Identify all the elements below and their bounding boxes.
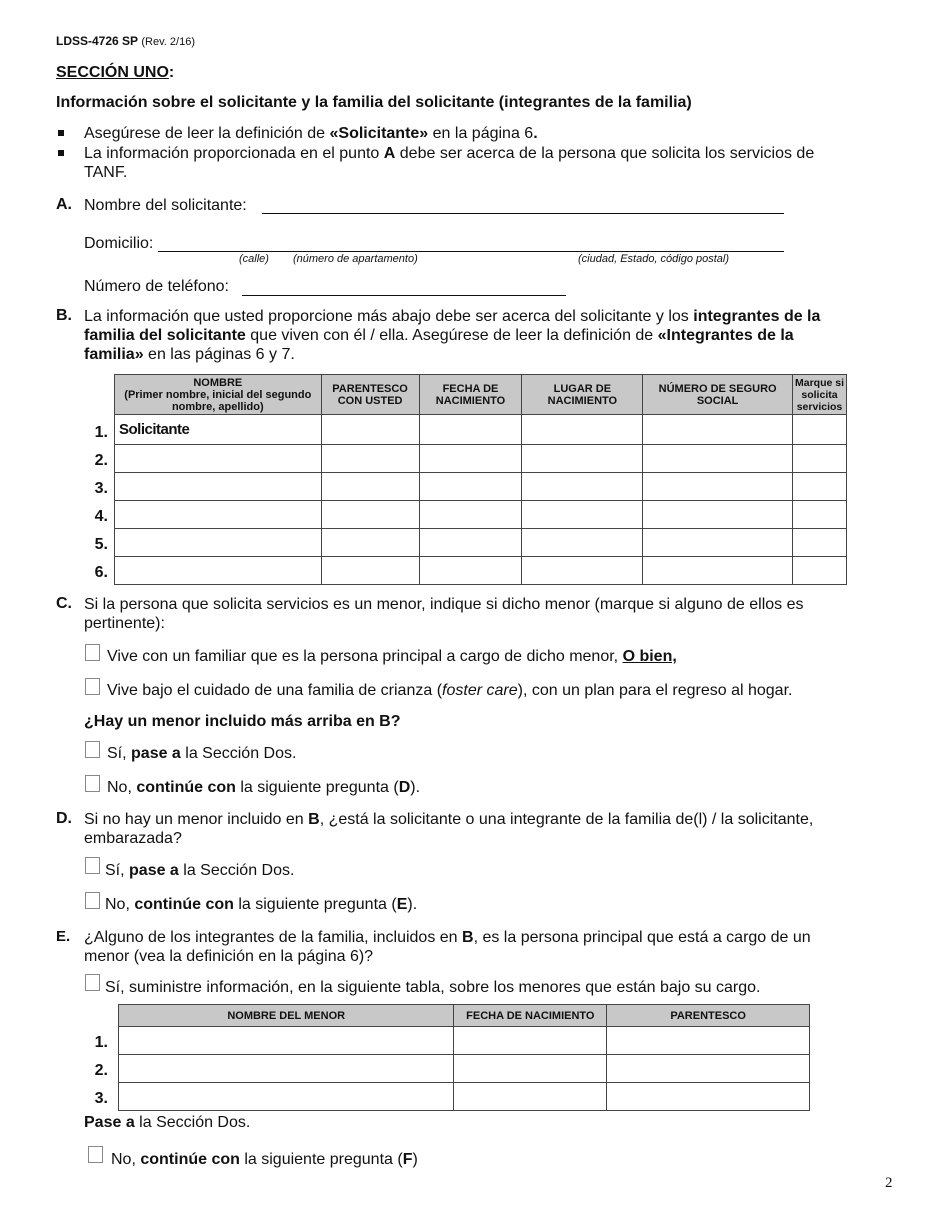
minors-cell[interactable] [454, 1027, 607, 1055]
option-c-no: No, continúe con la siguiente pregunta (D). [107, 779, 421, 796]
household-cell[interactable] [643, 415, 793, 445]
question-a-letter: A. [56, 196, 72, 213]
question-d-letter: D. [56, 810, 72, 827]
row-number: 6. [94, 564, 108, 581]
row-number: 1. [94, 1034, 108, 1051]
row-number: 2. [94, 452, 108, 469]
household-cell[interactable] [115, 529, 322, 557]
household-cell[interactable] [792, 473, 846, 501]
question-b-text: La información que usted proporcione más abajo debe ser acerca del solicitante y los integrantes de la familia del solicitante que viven con él / ella. Asegúrese de leer la definición de «Integrantes de la familia» en las páginas 6 y 7. [84, 308, 821, 363]
household-cell[interactable] [792, 445, 846, 473]
col-header-minor-relationship: PARENTESCO [607, 1005, 810, 1027]
checkbox-lives-with-relative[interactable] [85, 644, 100, 661]
section-title: SECCIÓN UNO: [56, 64, 175, 81]
household-table-row [115, 501, 847, 529]
option-e-yes: Sí, suministre información, en la siguiente tabla, sobre los menores que están bajo su cargo. [105, 979, 761, 996]
household-cell[interactable] [522, 529, 643, 557]
applicant-name-cell[interactable]: Solicitante [115, 415, 322, 445]
row-number: 1. [94, 424, 108, 441]
household-cell[interactable] [522, 445, 643, 473]
household-cell[interactable] [115, 501, 322, 529]
household-cell[interactable] [321, 473, 419, 501]
minors-cell[interactable] [119, 1055, 454, 1083]
col-header-relationship: PARENTESCO CON USTED [321, 375, 419, 415]
col-header-birthdate: FECHA DE NACIMIENTO [419, 375, 522, 415]
household-cell[interactable] [419, 473, 522, 501]
row-number: 4. [94, 508, 108, 525]
row-number: 2. [94, 1062, 108, 1079]
question-c-letter: C. [56, 595, 72, 612]
checkbox-e-no[interactable] [88, 1146, 103, 1163]
form-revision: (Rev. 2/16) [141, 36, 195, 48]
household-cell[interactable] [643, 473, 793, 501]
minors-table-row [119, 1027, 810, 1055]
applicant-name-label: Nombre del solicitante: [84, 197, 247, 214]
col-header-name: NOMBRE (Primer nombre, inicial del segundo nombre, apellido) [115, 375, 322, 415]
minors-cell[interactable] [607, 1055, 810, 1083]
address-hint-apartment: (número de apartamento) [293, 253, 418, 265]
col-header-ssn: NÚMERO DE SEGURO SOCIAL [643, 375, 793, 415]
option-lives-with-relative: Vive con un familiar que es la persona principal a cargo de dicho menor, O bien, [107, 648, 677, 665]
household-cell[interactable] [643, 445, 793, 473]
household-cell[interactable] [321, 415, 419, 445]
household-cell[interactable] [792, 557, 846, 585]
row-number: 5. [94, 536, 108, 553]
bullet-item-2-cont: TANF. [84, 164, 128, 181]
form-id-header [56, 34, 195, 48]
minors-table [118, 1004, 810, 1111]
household-table-row [115, 473, 847, 501]
checkbox-c-no[interactable] [85, 775, 100, 792]
checkbox-foster-care[interactable] [85, 678, 100, 695]
bullet-marker [58, 130, 64, 136]
household-cell[interactable] [643, 557, 793, 585]
household-cell[interactable] [321, 529, 419, 557]
household-table-row [115, 557, 847, 585]
checkbox-d-yes[interactable] [85, 857, 100, 874]
question-c-text: Si la persona que solicita servicios es un menor, indique si dicho menor (marque si alguno de ellos es pertinente): [84, 596, 804, 632]
phone-field[interactable] [242, 278, 566, 296]
household-cell[interactable] [419, 529, 522, 557]
household-table-row [115, 445, 847, 473]
household-table-row [115, 415, 847, 445]
option-d-no: No, continúe con la siguiente pregunta (E). [105, 896, 418, 913]
household-cell[interactable] [792, 415, 846, 445]
address-hint-street: (calle) [239, 253, 269, 265]
phone-label: Número de teléfono: [84, 278, 229, 295]
household-cell[interactable] [321, 557, 419, 585]
household-cell[interactable] [522, 557, 643, 585]
household-cell[interactable] [643, 529, 793, 557]
row-number: 3. [94, 1090, 108, 1107]
option-foster-care: Vive bajo el cuidado de una familia de crianza (foster care), con un plan para el regreso al hogar. [107, 682, 793, 699]
col-header-services: Marque si solicita servicios [792, 375, 846, 415]
address-field[interactable] [158, 234, 784, 252]
minors-table-row [119, 1083, 810, 1111]
household-cell[interactable] [522, 415, 643, 445]
household-cell[interactable] [115, 473, 322, 501]
question-b-letter: B. [56, 307, 72, 324]
household-cell[interactable] [522, 473, 643, 501]
page-number: 2 [885, 1175, 893, 1191]
household-table-row [115, 529, 847, 557]
checkbox-c-yes[interactable] [85, 741, 100, 758]
minor-question: ¿Hay un menor incluido más arriba en B? [84, 713, 401, 730]
form-id: LDSS-4726 SP [56, 34, 139, 48]
option-e-no: No, continúe con la siguiente pregunta (F) [111, 1151, 418, 1168]
minors-cell[interactable] [454, 1055, 607, 1083]
question-e-letter: E. [56, 928, 71, 945]
household-cell[interactable] [419, 501, 522, 529]
household-cell[interactable] [115, 445, 322, 473]
household-cell[interactable] [321, 501, 419, 529]
household-cell[interactable] [643, 501, 793, 529]
household-cell[interactable] [419, 445, 522, 473]
household-cell[interactable] [115, 557, 322, 585]
col-header-minor-name: NOMBRE DEL MENOR [119, 1005, 454, 1027]
question-e-text: ¿Alguno de los integrantes de la familia, incluidos en B, es la persona principal que está a cargo de un menor (vea la definición en la página 6)? [84, 929, 811, 965]
bullet-item-2: La información proporcionada en el punto A debe ser acerca de la persona que solicita los servicios de [84, 145, 815, 162]
household-table [114, 374, 847, 585]
minors-cell[interactable] [607, 1083, 810, 1111]
checkbox-d-no[interactable] [85, 892, 100, 909]
minors-cell[interactable] [119, 1083, 454, 1111]
bullet-marker [58, 150, 64, 156]
household-cell[interactable] [522, 501, 643, 529]
col-header-minor-birthdate: FECHA DE NACIMIENTO [454, 1005, 607, 1027]
minors-cell[interactable] [607, 1027, 810, 1055]
question-d-text: Si no hay un menor incluido en B, ¿está la solicitante o una integrante de la familia de(l) / la solicitante, embarazada? [84, 811, 814, 847]
minors-cell[interactable] [119, 1027, 454, 1055]
pass-to-section-two: Pase a la Sección Dos. [84, 1114, 251, 1131]
bullet-item-1: Asegúrese de leer la definición de «Solicitante» en la página 6. [84, 125, 538, 142]
checkbox-e-yes[interactable] [85, 974, 100, 991]
option-c-yes: Sí, pase a la Sección Dos. [107, 745, 297, 762]
address-hint-city: (ciudad, Estado, código postal) [578, 253, 730, 265]
household-cell[interactable] [419, 557, 522, 585]
household-cell[interactable] [321, 445, 419, 473]
row-number: 3. [94, 480, 108, 497]
household-cell[interactable] [792, 501, 846, 529]
option-d-yes: Sí, pase a la Sección Dos. [105, 862, 295, 879]
minors-cell[interactable] [454, 1083, 607, 1111]
section-subtitle: Información sobre el solicitante y la familia del solicitante (integrantes de la familia) [56, 94, 692, 111]
col-header-birthplace: LUGAR DE NACIMIENTO [522, 375, 643, 415]
household-cell[interactable] [419, 415, 522, 445]
address-label: Domicilio: [84, 235, 154, 252]
minors-table-row [119, 1055, 810, 1083]
applicant-name-field[interactable] [262, 197, 784, 214]
household-cell[interactable] [792, 529, 846, 557]
